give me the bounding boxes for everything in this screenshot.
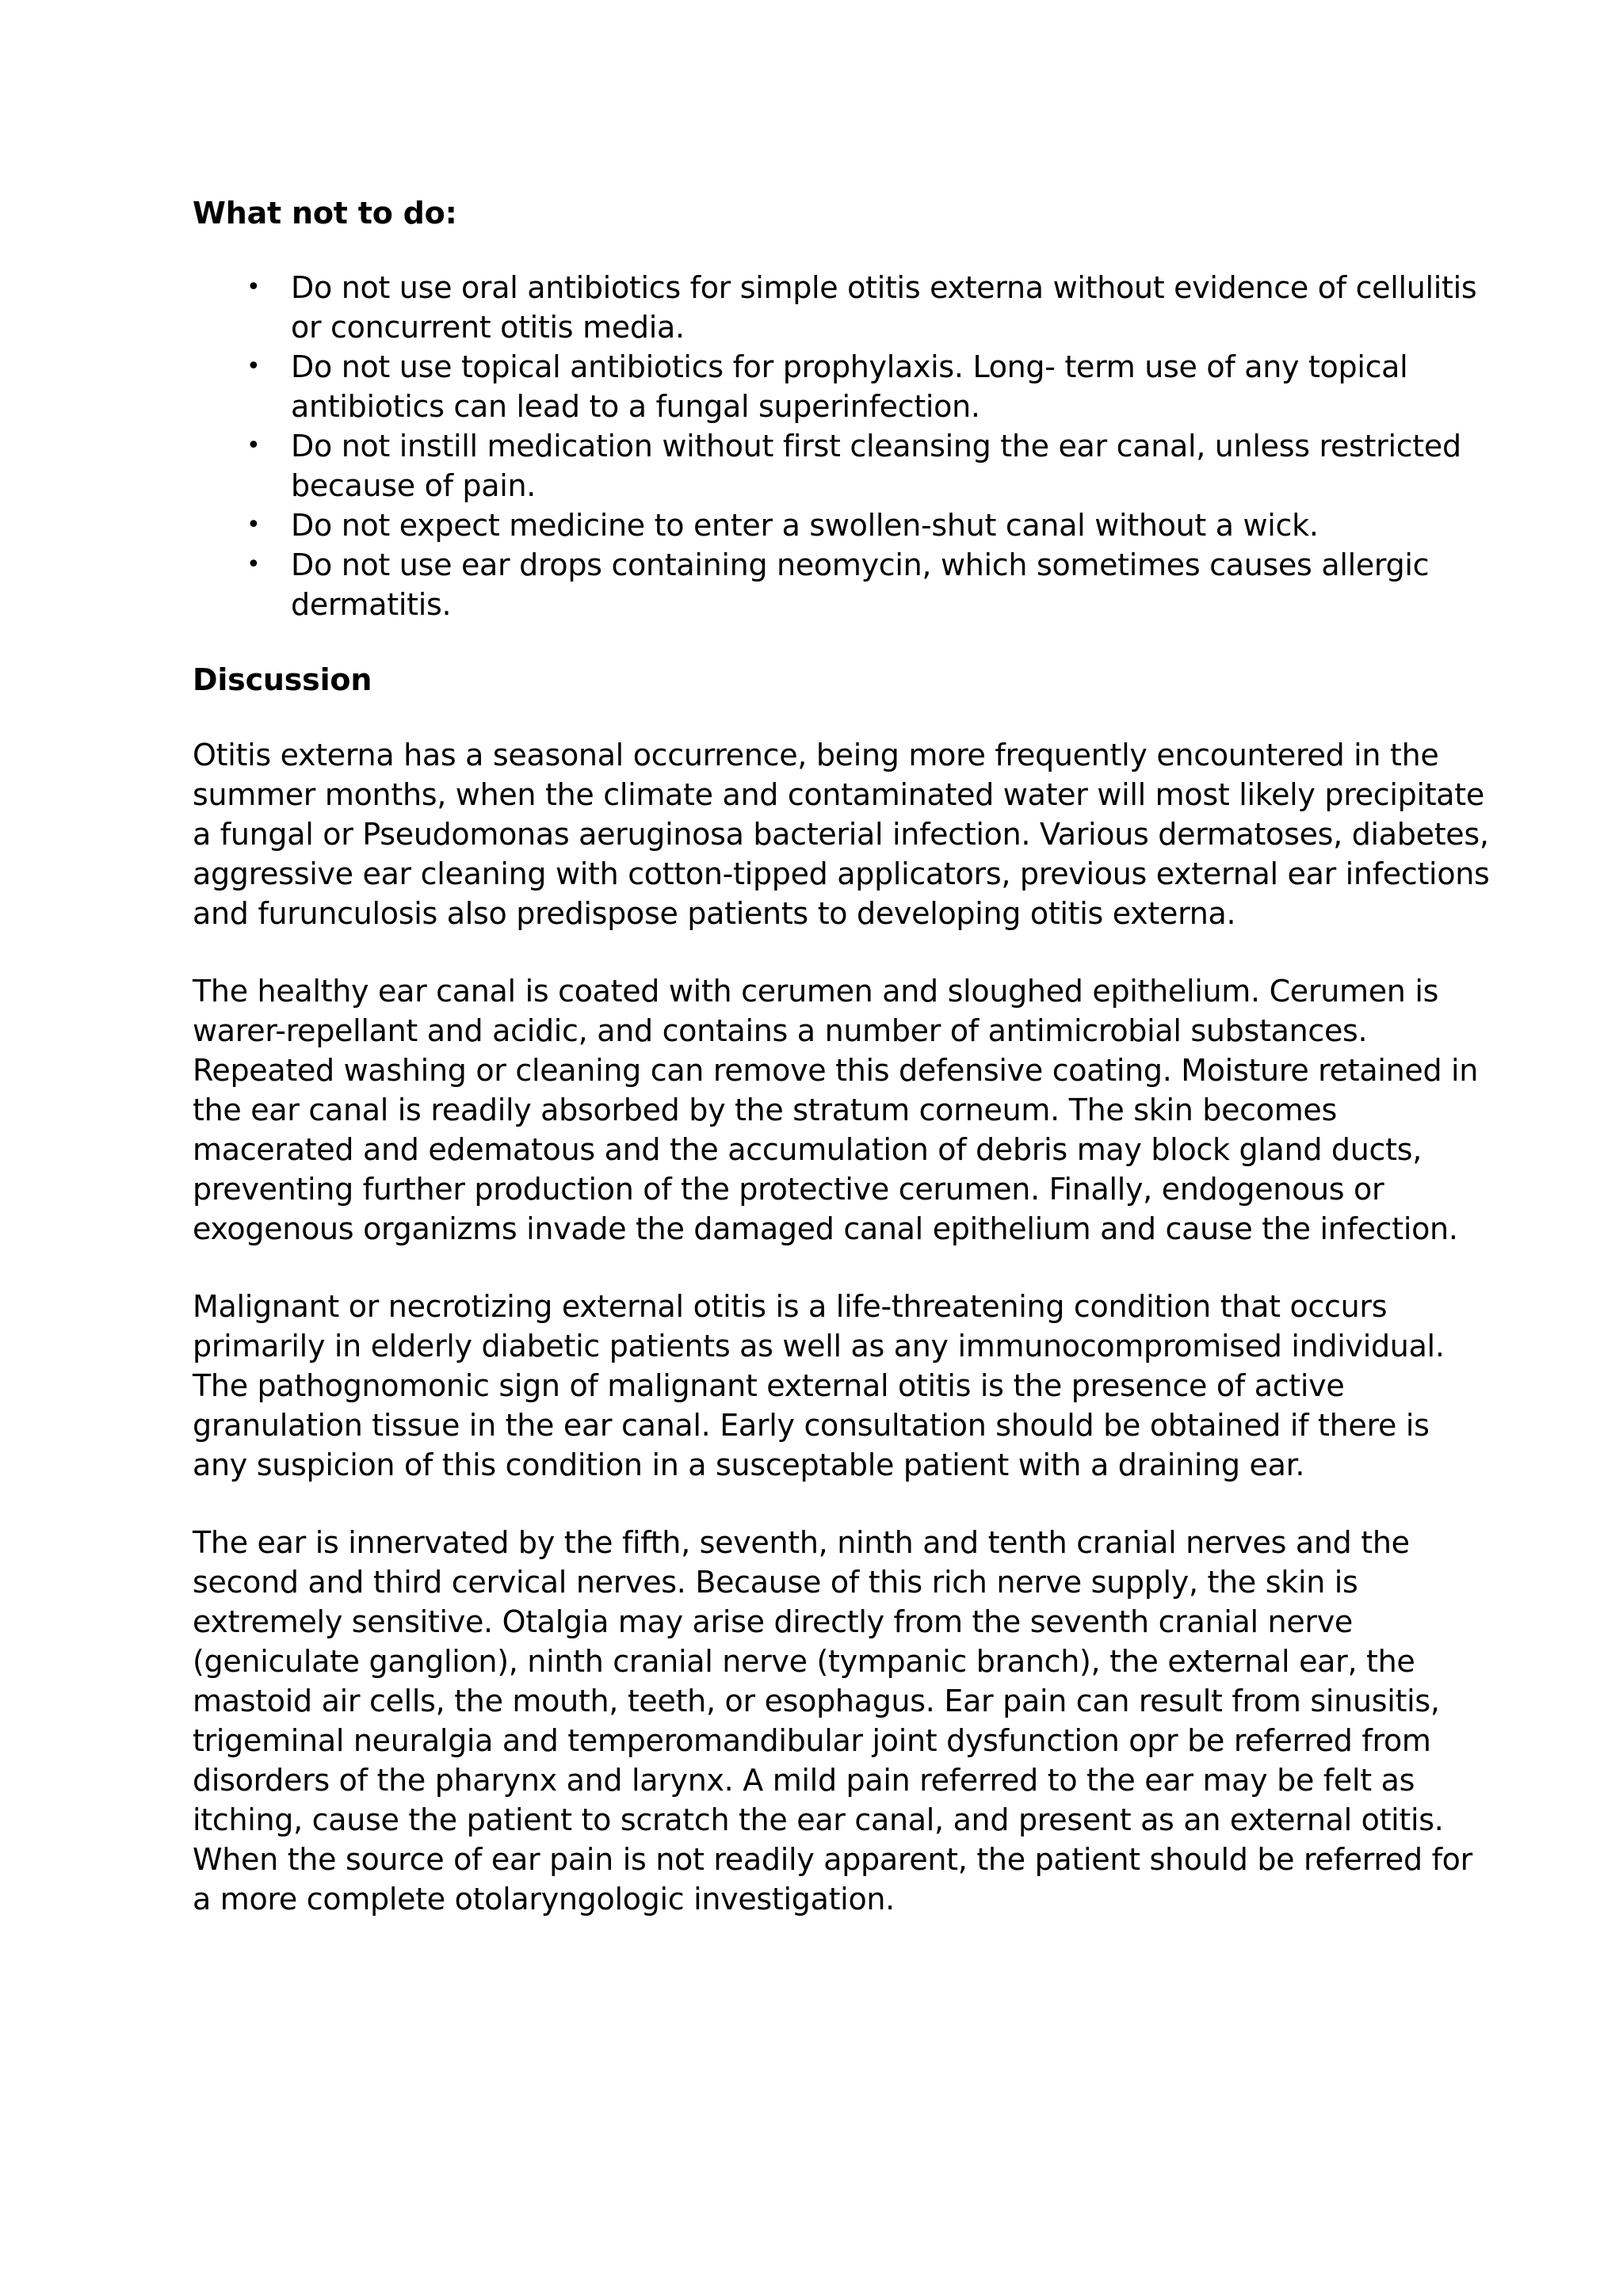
list-item-text: Do not expect medicine to enter a swollen-shut canal without a wick.: [291, 508, 1319, 543]
bullet-icon: •: [246, 432, 261, 460]
list-item-text: Do not instill medication without first cleansing the ear canal, unless restricted because of pain.: [291, 429, 1461, 503]
list-item: [193, 347, 1492, 426]
bullet-icon: •: [246, 273, 261, 301]
document-page: [193, 193, 1492, 1957]
discussion-paragraph: The ear is innervated by the fifth, seventh, ninth and tenth cranial nerves and the second and third cervical nerves. Because of this rich nerve supply, the skin is extremely sensitive. Otalgia may arise directly from the seventh cranial nerve (geniculate ganglion), ninth cranial nerve (tympanic branch), the external ear, the mastoid air cells, the mouth, teeth, or esophagus. Ear pain can result from sinusitis, trigeminal neuralgia and temperomandibular joint dysfunction opr be referred from disorders of the pharynx and larynx. A mild pain referred to the ear may be felt as itching, cause the patient to scratch the ear canal, and present as an external otitis. When the source of ear pain is not readily apparent, the patient should be referred for a more complete otolaryngologic investigation.: [193, 1525, 1472, 1917]
bullet-icon: •: [246, 511, 261, 539]
list-item: [193, 505, 1492, 545]
list-item: [193, 545, 1492, 624]
list-item-text: Do not use topical antibiotics for prophylaxis. Long- term use of any topical antibiotics can lead to a fungal superinfection.: [291, 349, 1408, 424]
what-not-to-do-list: [193, 268, 1492, 624]
discussion-paragraph: The healthy ear canal is coated with cerumen and sloughed epithelium. Cerumen is warer-repellant and acidic, and contains a number of antimicrobial substances. Repeated washing or cleaning can remove this defensive coating. Moisture retained in the ear canal is readily absorbed by the stratum corneum. The skin becomes macerated and edematous and the accumulation of debris may block gland ducts, preventing further production of the protective cerumen. Finally, endogenous or exogenous organizms invade the damaged canal epithelium and cause the infection.: [193, 974, 1479, 1246]
bullet-icon: •: [246, 353, 261, 380]
discussion-heading: Discussion: [193, 662, 372, 697]
list-item: [193, 426, 1492, 505]
list-item-text: Do not use oral antibiotics for simple otitis externa without evidence of cellulitis or concurrent otitis media.: [291, 270, 1477, 345]
discussion-paragraph: Otitis externa has a seasonal occurrence, being more frequently encountered in the summer months, when the climate and contaminated water will most likely precipitate a fungal or Pseudomonas aeruginosa bacterial infection. Various dermatoses, diabetes, aggressive ear cleaning with cotton-tipped applicators, previous external ear infections and furunculosis also predispose patients to developing otitis externa.: [193, 738, 1490, 931]
discussion-paragraph: Malignant or necrotizing external otitis is a life-threatening condition that occurs primarily in elderly diabetic patients as well as any immunocompromised individual. The pathognomonic sign of malignant external otitis is the presence of active granulation tissue in the ear canal. Early consultation should be obtained if there is any suspicion of this condition in a susceptable patient with a draining ear.: [193, 1289, 1445, 1482]
list-item: [193, 268, 1492, 347]
what-not-to-do-heading: What not to do:: [193, 196, 457, 231]
list-item-text: Do not use ear drops containing neomycin, which sometimes causes allergic dermatitis.: [291, 547, 1430, 622]
bullet-icon: •: [246, 551, 261, 578]
